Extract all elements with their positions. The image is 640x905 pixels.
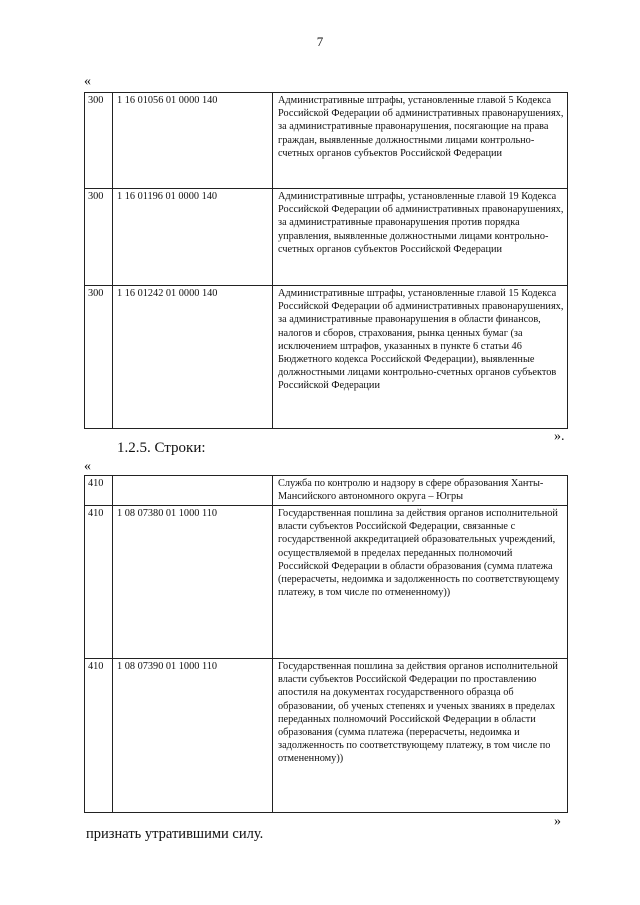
close-quote-1: ». xyxy=(554,429,565,444)
closing-text: признать утратившими силу. xyxy=(86,826,264,842)
admin-code-cell: 300 xyxy=(85,286,113,429)
budget-code-cell: 1 16 01056 01 0000 140 xyxy=(113,93,273,189)
table-row xyxy=(85,476,568,506)
open-quote-2: « xyxy=(84,459,91,474)
close-quote-2: » xyxy=(554,814,561,829)
table-row xyxy=(85,286,568,429)
description-cell: Административные штрафы, установленные главой 15 Кодекса Российской Федерации об административных правонарушениях, за административные правонарушения в области финансов, налогов и сборов, страхования, рынка ценных бумаг (за исключением штрафов, указанных в пункте 6 статьи 46 Бюджетного кодекса Российской Федерации), выявленные должностными лицами контрольно-счетных органов субъектов Российской Федерации xyxy=(273,286,568,429)
budget-code-cell: 1 16 01196 01 0000 140 xyxy=(113,189,273,286)
budget-code-cell: 1 08 07380 01 1000 110 xyxy=(113,506,273,659)
budget-code-cell: 1 16 01242 01 0000 140 xyxy=(113,286,273,429)
description-cell: Государственная пошлина за действия органов исполнительной власти субъектов Российской Федерации по проставлению апостиля на документах государственного образца об образовании, об ученых степенях и ученых званиях в пределах переданных полномочий Российской Федерации в области образования (сумма платежа (перерасчеты, недоимка и задолженность по соответствующему платежу, в том числе по отмененному)) xyxy=(273,659,568,813)
table-row xyxy=(85,189,568,286)
table-row xyxy=(85,93,568,189)
description-cell: Служба по контролю и надзору в сфере образования Ханты-Мансийского автономного округа – Югры xyxy=(273,476,568,506)
revenue-codes-table-1 xyxy=(84,92,568,429)
description-cell: Административные штрафы, установленные главой 5 Кодекса Российской Федерации об административных правонарушениях, за административные правонарушения, посягающие на права граждан, выявленные должностными лицами контрольно-счетных органов субъектов Российской Федерации xyxy=(273,93,568,189)
page-number: 7 xyxy=(316,34,324,49)
budget-code-cell xyxy=(113,476,273,506)
description-cell: Государственная пошлина за действия органов исполнительной власти субъектов Российской Федерации, связанные с государственной аккредитацией образовательных учреждений, осуществляемой в пределах переданных полномочий Российской Федерации в области образования (сумма платежа (перерасчеты, недоимка и задолженность по соответствующему платежу, в том числе по отмененному)) xyxy=(273,506,568,659)
revenue-codes-table-2 xyxy=(84,475,568,813)
table-row xyxy=(85,659,568,813)
admin-code-cell: 410 xyxy=(85,476,113,506)
admin-code-cell: 300 xyxy=(85,93,113,189)
admin-code-cell: 410 xyxy=(85,506,113,659)
admin-code-cell: 300 xyxy=(85,189,113,286)
section-heading: 1.2.5. Строки: xyxy=(117,440,206,456)
admin-code-cell: 410 xyxy=(85,659,113,813)
description-cell: Административные штрафы, установленные главой 19 Кодекса Российской Федерации об административных правонарушениях, за административные правонарушения против порядка управления, выявленные должностными лицами контрольно-счетных органов субъектов Российской Федерации xyxy=(273,189,568,286)
open-quote-1: « xyxy=(84,74,91,89)
budget-code-cell: 1 08 07390 01 1000 110 xyxy=(113,659,273,813)
table-row xyxy=(85,506,568,659)
